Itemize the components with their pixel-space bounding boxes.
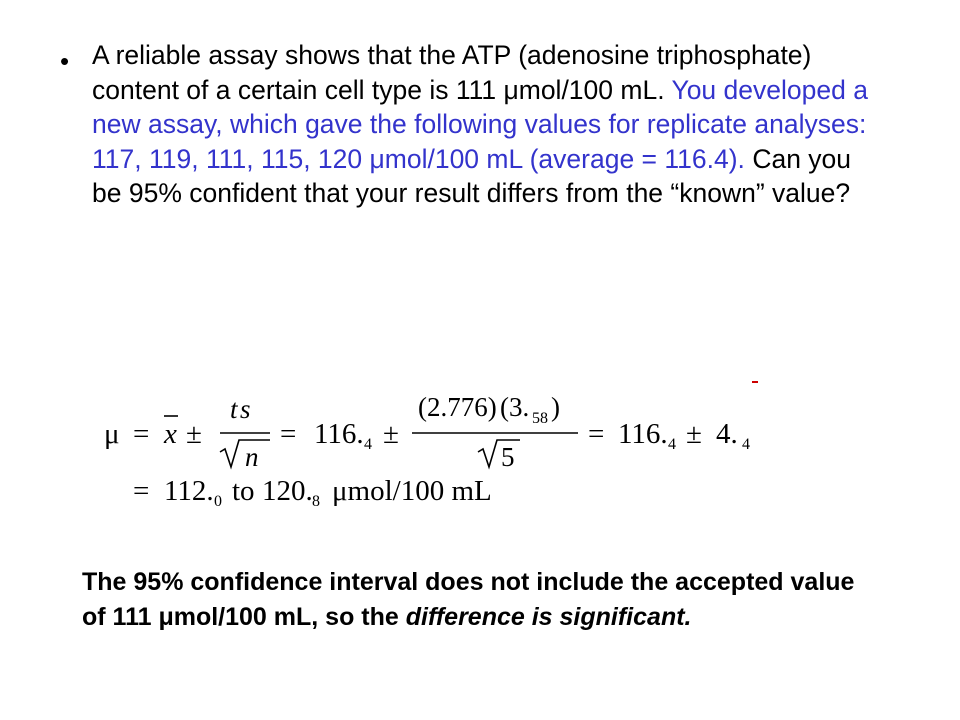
bullet-icon: • <box>60 46 70 76</box>
confidence-interval-equation <box>100 378 780 513</box>
equals-sign-1: = <box>133 418 150 450</box>
equals-sign-3: = <box>588 418 605 450</box>
lower-bound: 112. <box>164 475 214 507</box>
upper-bound: 120. <box>262 475 313 507</box>
mean-value-2: 116. <box>618 418 668 450</box>
mu-symbol: μ <box>104 418 120 450</box>
x-bar: x <box>164 418 177 450</box>
unit-label: μmol/100 mL <box>332 475 492 507</box>
s-close-paren: ) <box>551 392 560 422</box>
upper-subscript: 8 <box>312 493 320 510</box>
ci-half-width: 4. <box>716 418 738 450</box>
problem-text <box>92 38 880 211</box>
s-value: (3. <box>500 392 530 422</box>
plus-minus-3: ± <box>686 418 702 450</box>
problem-question: Can you be 95% confident that your result differs from the “known” value? <box>92 143 852 208</box>
mean-value: 116. <box>314 418 364 450</box>
s-subscript: 58 <box>532 410 548 427</box>
conclusion-emphasis: difference is significant. <box>405 603 692 631</box>
conclusion-main: The 95% confidence interval does not include the accepted value of 111 μmol/100 mL, so the <box>82 568 855 631</box>
lower-subscript: 0 <box>214 493 222 510</box>
problem-bullet <box>60 38 880 211</box>
plus-minus-2: ± <box>383 418 399 450</box>
mean-subscript: 4 <box>364 436 372 453</box>
plus-minus-1: ± <box>186 418 202 450</box>
conclusion-text <box>82 565 882 635</box>
ci-subscript: 4 <box>742 436 750 453</box>
t-symbol: t <box>230 394 238 424</box>
problem-intro: A reliable assay shows that the ATP (adenosine triphosphate) content of a certain cell type is 111 μmol/100 mL. <box>92 40 812 105</box>
t-value: (2.776) <box>418 392 497 422</box>
s-symbol: s <box>240 394 251 424</box>
problem-data: You developed a new assay, which gave the following values for replicate analyses: 117, 119, 111, 115, 120 μmol/100 mL (average = 116.4). <box>92 74 868 174</box>
equals-sign-4: = <box>133 475 150 507</box>
mean-subscript-2: 4 <box>668 436 676 453</box>
n-symbol: n <box>245 442 259 472</box>
equals-sign-2: = <box>280 418 297 450</box>
sqrt-radicand: 5 <box>501 442 515 472</box>
to-word: to <box>232 475 255 507</box>
